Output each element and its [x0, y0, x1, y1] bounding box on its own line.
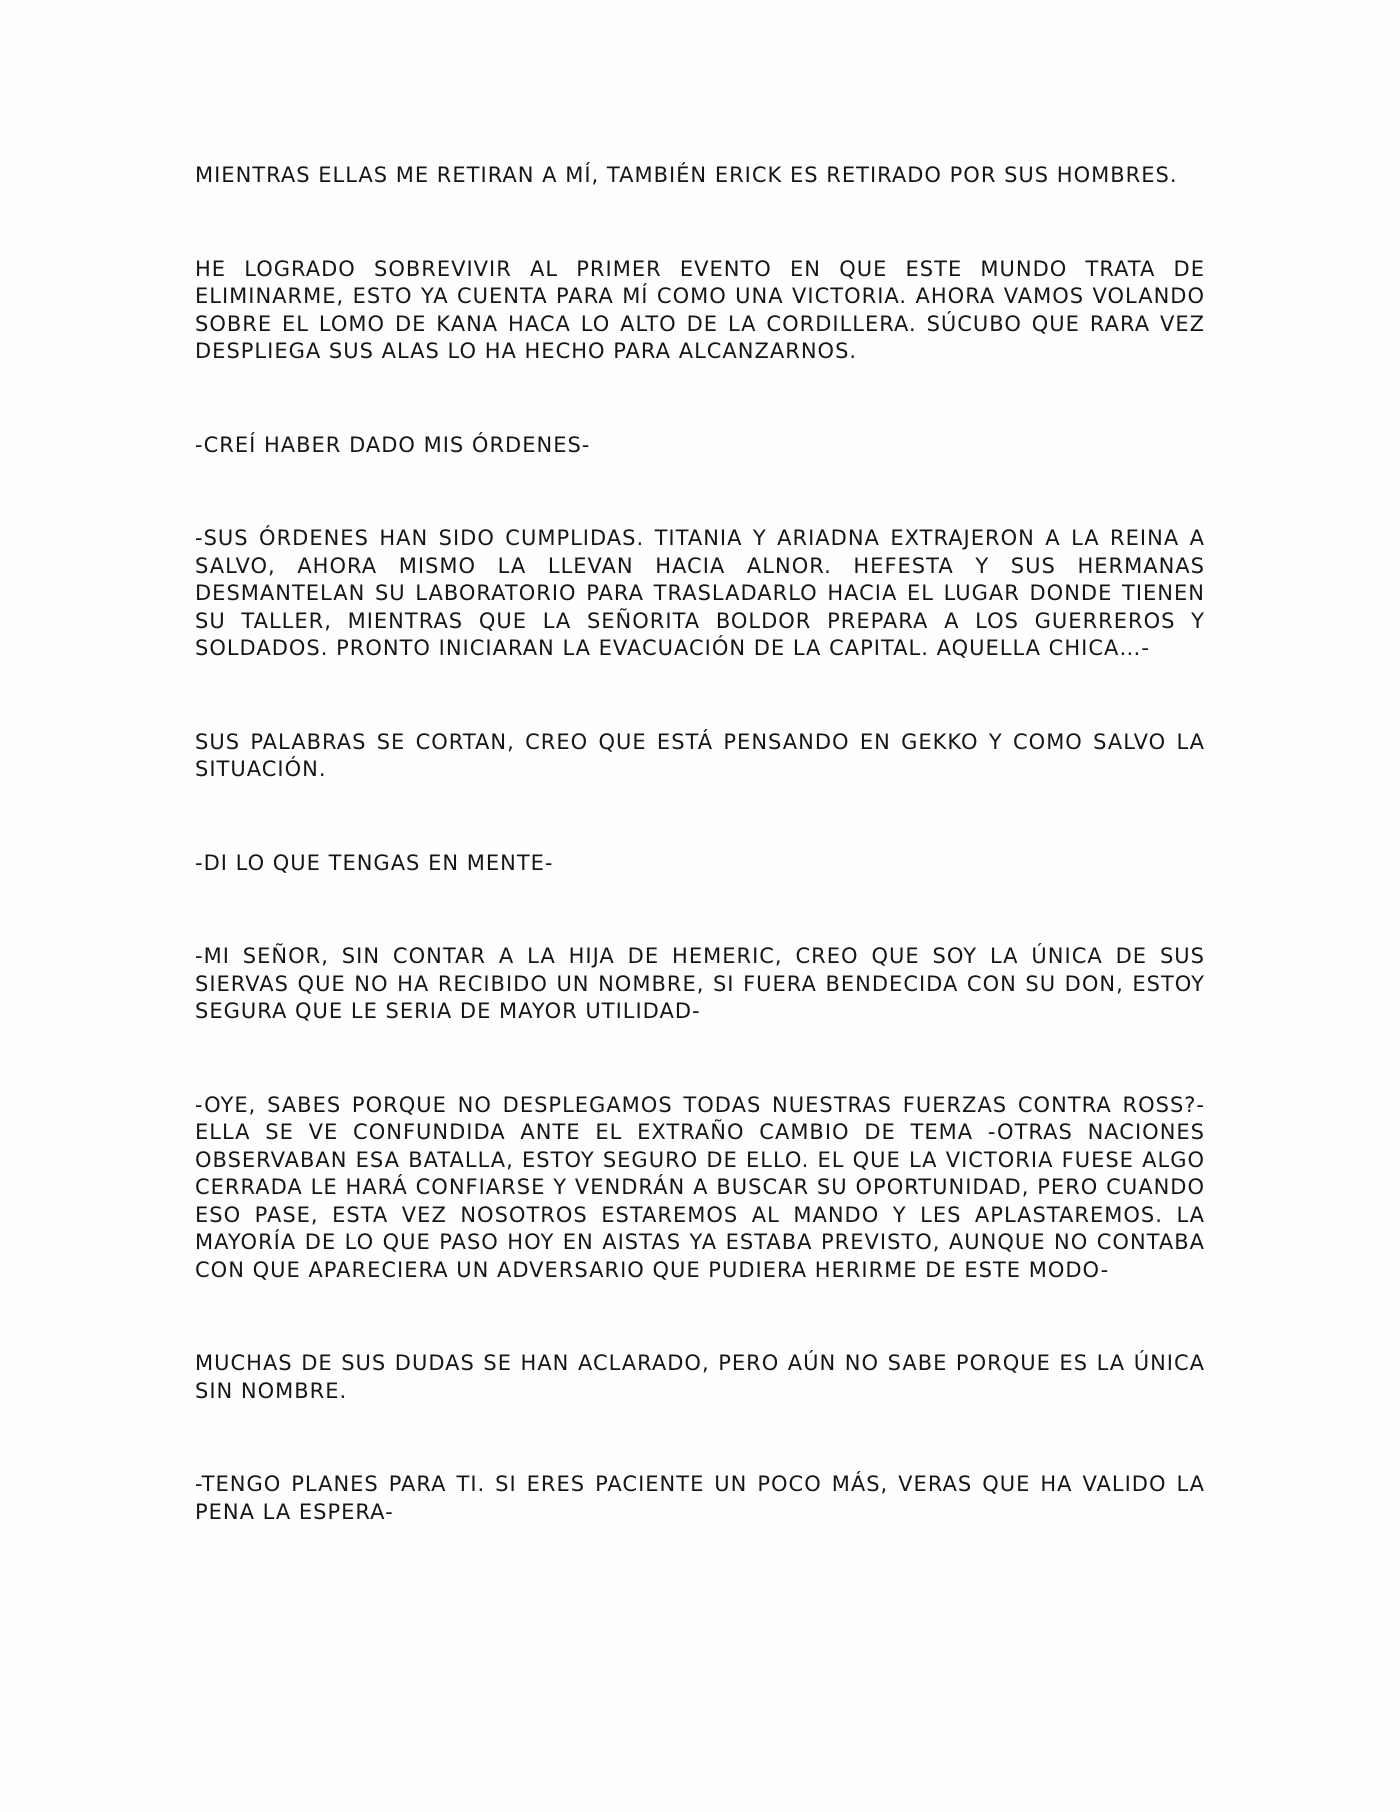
- paragraph-1: MIENTRAS ELLAS ME RETIRAN A MÍ, TAMBIÉN ERICK ES RETIRADO POR SUS HOMBRES.: [195, 163, 1178, 187]
- paragraph-4: -SUS ÓRDENES HAN SIDO CUMPLIDAS. TITANIA Y ARIADNA EXTRAJERON A LA REINA A SALVO, AHORA MISMO LA LLEVAN HACIA ALNOR. HEFESTA Y SUS HERMANAS DESMANTELAN SU LABORATORIO PARA TRASLADARLO HACIA EL LUGAR DONDE TIENEN SU TALLER, MIENTRAS QUE LA SEÑORITA BOLDOR PREPARA A LOS GUERREROS Y SOLDADOS. PRONTO INICIARAN LA EVACUACIÓN DE LA CAPITAL. AQUELLA CHICA…-: [195, 526, 1205, 660]
- document-body: [195, 162, 1205, 1592]
- paragraph-9: MUCHAS DE SUS DUDAS SE HAN ACLARADO, PERO AÚN NO SABE PORQUE ES LA ÚNICA SIN NOMBRE.: [195, 1351, 1205, 1403]
- paragraph-6: -DI LO QUE TENGAS EN MENTE-: [195, 850, 554, 875]
- paragraph-5: SUS PALABRAS SE CORTAN, CREO QUE ESTÁ PENSANDO EN GEKKO Y COMO SALVO LA SITUACIÓN.: [195, 729, 1205, 781]
- paragraph-3: -CREÍ HABER DADO MIS ÓRDENES-: [195, 432, 591, 457]
- paragraph-10: -TENGO PLANES PARA TI. SI ERES PACIENTE UN POCO MÁS, VERAS QUE HA VALIDO LA PENA LA ESPERA-: [195, 1472, 1205, 1524]
- paragraph-8: -OYE, SABES PORQUE NO DESPLEGAMOS TODAS NUESTRAS FUERZAS CONTRA ROSS?- ELLA SE VE CONFUNDIDA ANTE EL EXTRAÑO CAMBIO DE TEMA -OTRAS NACIONES OBSERVABAN ESA BATALLA, ESTOY SEGURO DE ELLO. EL QUE LA VICTORIA FUESE ALGO CERRADA LE HARÁ CONFIARSE Y VENDRÁN A BUSCAR SU OPORTUNIDAD, PERO CUANDO ESO PASE, ESTA VEZ NOSOTROS ESTAREMOS AL MANDO Y LES APLASTAREMOS. LA MAYORÍA DE LO QUE PASO HOY EN AISTAS YA ESTABA PREVISTO, AUNQUE NO CONTABA CON QUE APARECIERA UN ADVERSARIO QUE PUDIERA HERIRME DE ESTE MODO-: [195, 1092, 1205, 1282]
- paragraph-2: HE LOGRADO SOBREVIVIR AL PRIMER EVENTO EN QUE ESTE MUNDO TRATA DE ELIMINARME, ESTO YA CUENTA PARA MÍ COMO UNA VICTORIA. AHORA VAMOS VOLANDO SOBRE EL LOMO DE KANA HACA LO ALTO DE LA CORDILLERA. SÚCUBO QUE RARA VEZ DESPLIEGA SUS ALAS LO HA HECHO PARA ALCANZARNOS.: [195, 256, 1205, 363]
- paragraph-7: -MI SEÑOR, SIN CONTAR A LA HIJA DE HEMERIC, CREO QUE SOY LA ÚNICA DE SUS SIERVAS QUE NO HA RECIBIDO UN NOMBRE, SI FUERA BENDECIDA CON SU DON, ESTOY SEGURA QUE LE SERIA DE MAYOR UTILIDAD-: [195, 944, 1205, 1023]
